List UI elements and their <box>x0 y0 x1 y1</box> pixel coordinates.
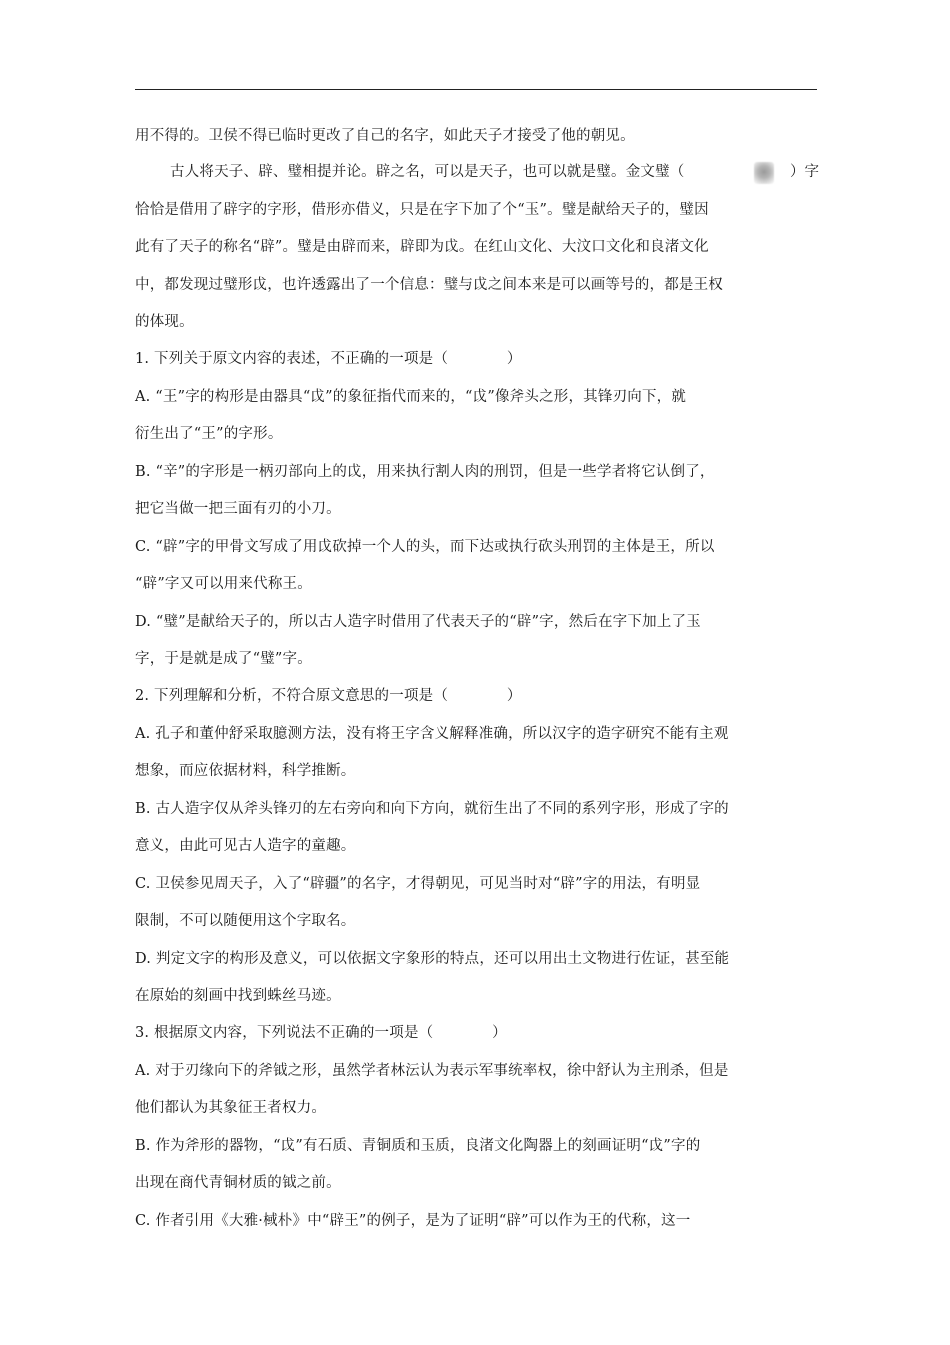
option-1b: B. “辛”的字形是一柄刃部向上的戉，用来执行割人肉的刑罚，但是一些学者将它认倒了， <box>135 464 715 480</box>
text-line: 在原始的刻画中找到蛛丝马迹。 <box>135 988 341 1004</box>
text-line: 恰恰是借用了辟字的字形，借形亦借义，只是在字下加了个“玉”。璧是献给天子的，璧因 <box>135 202 709 218</box>
inline-tail-text: ）字 <box>790 164 819 180</box>
option-3a: A. 对于刃缘向下的斧钺之形，虽然学者林沄认为表示军事统率权，徐中舒认为主刑杀，但是 <box>135 1063 729 1079</box>
text-line: 意义，由此可见古人造字的童趣。 <box>135 838 356 854</box>
option-2c: C. 卫侯参见周天子，入了“辟疆”的名字，才得朝见，可见当时对“辟”字的用法，有明显 <box>135 876 701 892</box>
option-3c: C. 作者引用《大雅·棫朴》中“辟王”的例子，是为了证明“辟”可以作为王的代称，这一 <box>135 1213 691 1229</box>
text-line: 限制，不可以随便用这个字取名。 <box>135 913 356 929</box>
question-3: 3. 根据原文内容，下列说法不正确的一项是（ ） <box>135 1025 507 1041</box>
text-line: 古人将天子、辟、璧相提并论。辟之名，可以是天子，也可以就是璧。金文璧（ <box>170 164 685 180</box>
text-line: 出现在商代青铜材质的钺之前。 <box>135 1175 341 1191</box>
text-line: 的体现。 <box>135 314 194 330</box>
option-3b: B. 作为斧形的器物，“戉”有石质、青铜质和玉质，良渚文化陶器上的刻画证明“戉”字的 <box>135 1138 701 1154</box>
option-1d: D. “璧”是献给天子的，所以古人造字时借用了代表天子的“辟”字，然后在字下加上了玉 <box>135 614 701 630</box>
text-line: 衍生出了“王”的字形。 <box>135 426 283 442</box>
bronze-inscription-glyph-image <box>754 162 774 184</box>
option-1a: A. “王”字的构形是由器具“戉”的象征指代而来的，“戉”像斧头之形，其锋刃向下，就 <box>135 389 687 405</box>
text-line: 此有了天子的称名“辟”。璧是由辟而来，辟即为戉。在红山文化、大汶口文化和良渚文化 <box>135 239 709 255</box>
option-2b: B. 古人造字仅从斧头锋刃的左右旁向和向下方向，就衍生出了不同的系列字形，形成了字的 <box>135 801 729 817</box>
option-1c: C. “辟”字的甲骨文写成了用戉砍掉一个人的头，而下达或执行砍头刑罚的主体是王，所以 <box>135 539 715 555</box>
question-1: 1. 下列关于原文内容的表述，不正确的一项是（ ） <box>135 351 522 367</box>
header-rule <box>135 89 817 90</box>
text-line: 他们都认为其象征王者权力。 <box>135 1100 327 1116</box>
option-2d: D. 判定文字的构形及意义，可以依据文字象形的特点，还可以用出土文物进行佐证，甚至能 <box>135 951 730 967</box>
text-line: 字，于是就是成了“璧”字。 <box>135 651 312 667</box>
text-line: 用不得的。卫侯不得已临时更改了自己的名字，如此天子才接受了他的朝见。 <box>135 128 635 144</box>
text-line: 中，都发现过璧形戉，也许透露出了一个信息：璧与戉之间本来是可以画等号的，都是王权 <box>135 277 723 293</box>
text-line: 把它当做一把三面有刃的小刀。 <box>135 501 341 517</box>
text-line: “辟”字又可以用来代称王。 <box>135 576 312 592</box>
option-2a: A. 孔子和董仲舒采取臆测方法，没有将王字含义解释准确，所以汉字的造字研究不能有主观 <box>135 726 729 742</box>
text-line: 想象，而应依据材料，科学推断。 <box>135 763 356 779</box>
question-2: 2. 下列理解和分析，不符合原文意思的一项是（ ） <box>135 688 522 704</box>
